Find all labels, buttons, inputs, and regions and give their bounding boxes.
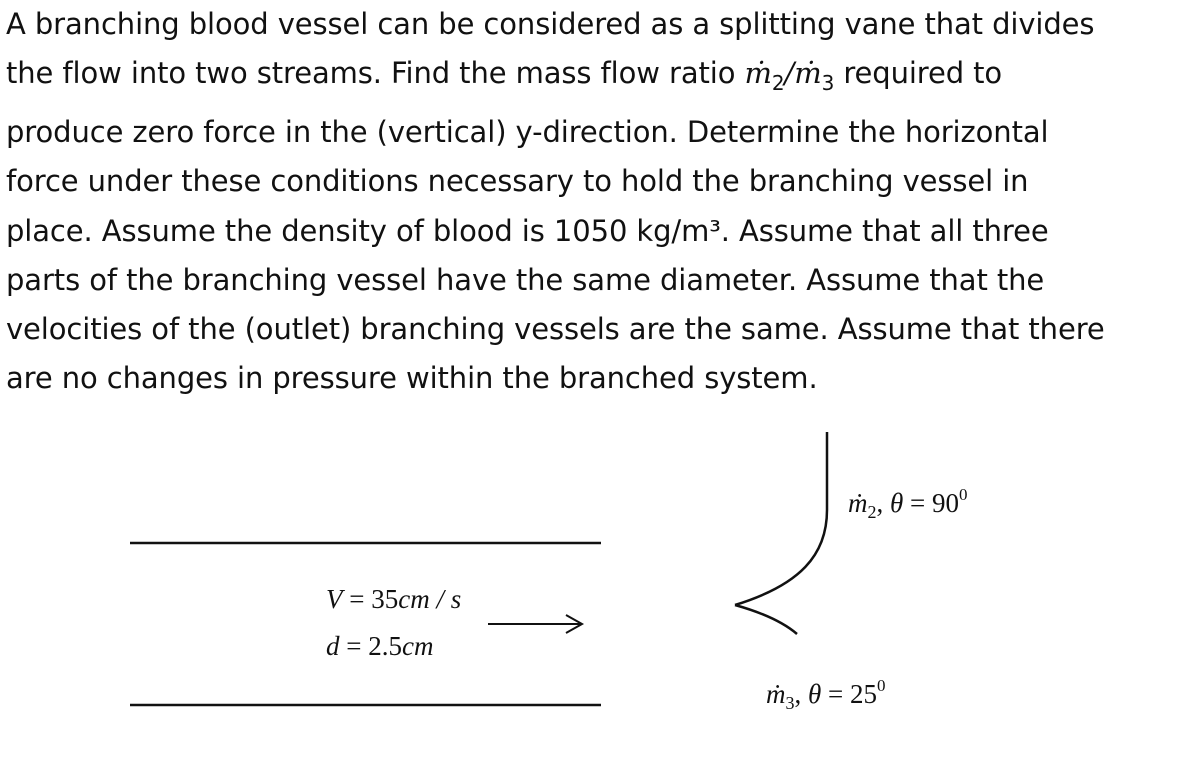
ratio-m3: ṁ (794, 56, 822, 91)
outlet-3-sub: 3 (785, 693, 795, 713)
velocity-symbol: V (326, 584, 343, 614)
outlet-2-label (848, 485, 968, 522)
ratio-slash: / (784, 56, 795, 91)
ratio-sub-3: 3 (821, 71, 835, 95)
velocity-unit: cm / s (398, 584, 462, 614)
ratio-sub-2: 2 (771, 71, 785, 95)
outlet-2-mdot: ṁ (848, 488, 868, 518)
outlet-3-theta: θ (808, 679, 822, 709)
diameter-symbol: d (326, 631, 340, 661)
outlet-2-theta: θ (890, 488, 904, 518)
splitting-vane (735, 432, 827, 634)
velocity-value: = 35 (342, 584, 399, 614)
problem-line-1: A branching blood vessel can be considered as a splitting vane that divides (6, 7, 1095, 41)
outlet-3-mdot: ṁ (766, 679, 786, 709)
problem-line-2-text: the flow into two streams. Find the mass flow ratio (6, 56, 745, 91)
outlet-2-sub: 2 (867, 502, 877, 522)
outlet-3-angle: = 25 (821, 679, 877, 709)
problem-line-7: velocities of the (outlet) branching vessels are the same. Assume that there (6, 312, 1105, 347)
velocity-label (326, 584, 461, 614)
problem-line-2-tail: required to (834, 56, 1003, 91)
diameter-label (326, 631, 433, 661)
problem-line-5: place. Assume the density of blood is 1050 kg/m³. Assume that all three (6, 213, 1049, 248)
diameter-unit: cm (401, 631, 434, 661)
outlet-2-comma: , (876, 488, 890, 518)
outlet-3-degree: 0 (877, 676, 886, 695)
problem-line-8: are no changes in pressure within the branched system. (6, 361, 818, 396)
problem-line-6: parts of the branching vessel have the same diameter. Assume that the (6, 262, 1045, 297)
flow-arrow-icon (488, 615, 582, 633)
problem-line-3: produce zero force in the (vertical) y-direction. Determine the horizontal (6, 115, 1049, 150)
diameter-value: = 2.5 (339, 631, 402, 661)
outlet-3-comma: , (794, 679, 808, 709)
outlet-2-angle: = 90 (903, 488, 959, 518)
ratio-m2: ṁ (744, 56, 772, 91)
outlet-3-label (766, 676, 886, 713)
outlet-2-degree: 0 (959, 485, 968, 504)
problem-line-4: force under these conditions necessary to hold the branching vessel in (6, 164, 1029, 199)
